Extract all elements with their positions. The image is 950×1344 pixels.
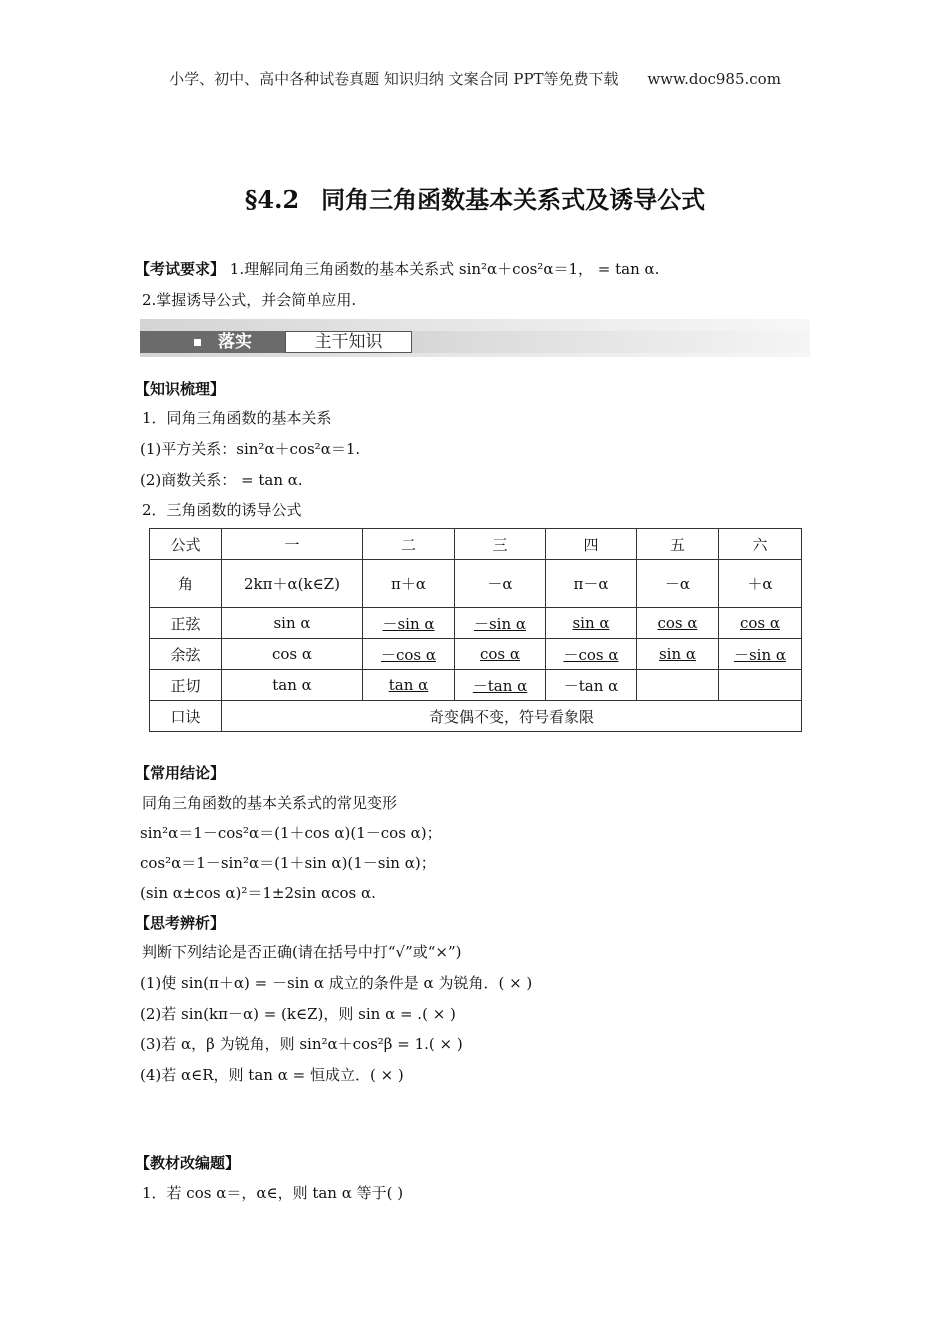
table-cell: tan α xyxy=(222,670,363,701)
table-cell: cos α xyxy=(455,639,546,670)
thinking-q3: (3)若 α，β 为锐角，则 sin²α＋cos²β = 1.( × ) xyxy=(140,1035,463,1053)
table-cell: －sin α xyxy=(455,608,546,639)
table-cell: cos α xyxy=(719,608,802,639)
section-banner xyxy=(140,319,810,357)
table-cell: －sin α xyxy=(719,639,802,670)
table-row-mnemonic xyxy=(150,701,802,732)
table-cell: 二 xyxy=(363,529,455,560)
table-cell xyxy=(637,670,719,701)
table-cell: sin α xyxy=(637,639,719,670)
table-cell: sin α xyxy=(222,608,363,639)
requirements-label: 【考试要求】 xyxy=(135,260,226,278)
table-row-cosine xyxy=(150,639,802,670)
knowledge-p2: (1)平方关系：sin²α＋cos²α＝1. xyxy=(140,440,361,458)
requirements-item-2: 2.掌握诱导公式，并会简单应用. xyxy=(142,291,357,309)
requirements-line-1 xyxy=(135,258,659,279)
table-cell: －sin α xyxy=(363,608,455,639)
header-site[interactable]: www.doc985.com xyxy=(647,70,781,88)
table-cell: π－α xyxy=(546,560,637,608)
knowledge-p4: 2．三角函数的诱导公式 xyxy=(142,501,302,519)
table-cell: －cos α xyxy=(363,639,455,670)
table-cell: 正弦 xyxy=(150,608,222,639)
table-cell: －α xyxy=(637,560,719,608)
page-title xyxy=(0,180,950,215)
conclusions-p3: cos²α＝1－sin²α＝(1＋sin α)(1－sin α)； xyxy=(140,854,436,872)
conclusions-p2: sin²α＝1－cos²α＝(1＋cos α)(1－cos α)； xyxy=(140,824,442,842)
table-cell-mnemonic: 奇变偶不变，符号看象限 xyxy=(222,701,802,732)
thinking-q4: (4)若 α∈R，则 tan α = 恒成立．( × ) xyxy=(140,1066,404,1084)
thinking-q1: (1)使 sin(π＋α) = －sin α 成立的条件是 α 为锐角．( × ) xyxy=(140,974,533,992)
table-cell: －cos α xyxy=(546,639,637,670)
table-cell: 口诀 xyxy=(150,701,222,732)
knowledge-p1: 1．同角三角函数的基本关系 xyxy=(142,409,332,427)
knowledge-heading: 【知识梳理】 xyxy=(135,380,226,398)
banner-light-tab: 主干知识 xyxy=(285,331,412,353)
table-cell: 四 xyxy=(546,529,637,560)
table-cell: －tan α xyxy=(455,670,546,701)
table-cell: 2kπ＋α(k∈Z) xyxy=(222,560,363,608)
knowledge-p3: (2)商数关系： = tan α. xyxy=(140,471,303,489)
requirements-item-1: 1.理解同角三角函数的基本关系式 sin²α＋cos²α＝1， = tan α. xyxy=(229,260,660,278)
table-cell: 五 xyxy=(637,529,719,560)
induction-formula-table xyxy=(149,528,802,732)
thinking-q2: (2)若 sin(kπ－α) = (k∈Z)，则 sin α = .( × ) xyxy=(140,1005,456,1023)
table-cell: 正切 xyxy=(150,670,222,701)
table-cell xyxy=(719,670,802,701)
table-cell: 一 xyxy=(222,529,363,560)
table-cell: 三 xyxy=(455,529,546,560)
thinking-heading: 【思考辨析】 xyxy=(135,914,226,932)
table-cell: π＋α xyxy=(363,560,455,608)
table-cell: 公式 xyxy=(150,529,222,560)
textbook-heading: 【教材改编题】 xyxy=(135,1154,241,1172)
table-cell: －α xyxy=(455,560,546,608)
textbook-q1: 1．若 cos α＝，α∈，则 tan α 等于( ) xyxy=(142,1184,404,1202)
table-cell: 角 xyxy=(150,560,222,608)
thinking-intro: 判断下列结论是否正确(请在括号中打“√”或“×”) xyxy=(142,943,462,961)
table-row-sine xyxy=(150,608,802,639)
page-header xyxy=(0,68,950,89)
banner-dark-tab: 落实 xyxy=(140,331,285,353)
table-cell: cos α xyxy=(637,608,719,639)
table-row-header xyxy=(150,529,802,560)
table-cell: 余弦 xyxy=(150,639,222,670)
square-bullet-icon xyxy=(194,339,201,346)
table-cell: sin α xyxy=(546,608,637,639)
table-row-tangent xyxy=(150,670,802,701)
header-text: 小学、初中、高中各种试卷真题 知识归纳 文案合同 PPT等免费下载 xyxy=(169,70,619,88)
table-cell: tan α xyxy=(363,670,455,701)
section-number: §4.2 xyxy=(244,185,300,214)
conclusions-heading: 【常用结论】 xyxy=(135,764,226,782)
table-cell: 六 xyxy=(719,529,802,560)
table-cell: ＋α xyxy=(719,560,802,608)
title-text: 同角三角函数基本关系式及诱导公式 xyxy=(321,185,706,214)
conclusions-p4: (sin α±cos α)²＝1±2sin αcos α. xyxy=(140,884,376,902)
conclusions-p1: 同角三角函数的基本关系式的常见变形 xyxy=(142,794,398,812)
table-row-angle xyxy=(150,560,802,608)
table-cell: cos α xyxy=(222,639,363,670)
table-cell: －tan α xyxy=(546,670,637,701)
